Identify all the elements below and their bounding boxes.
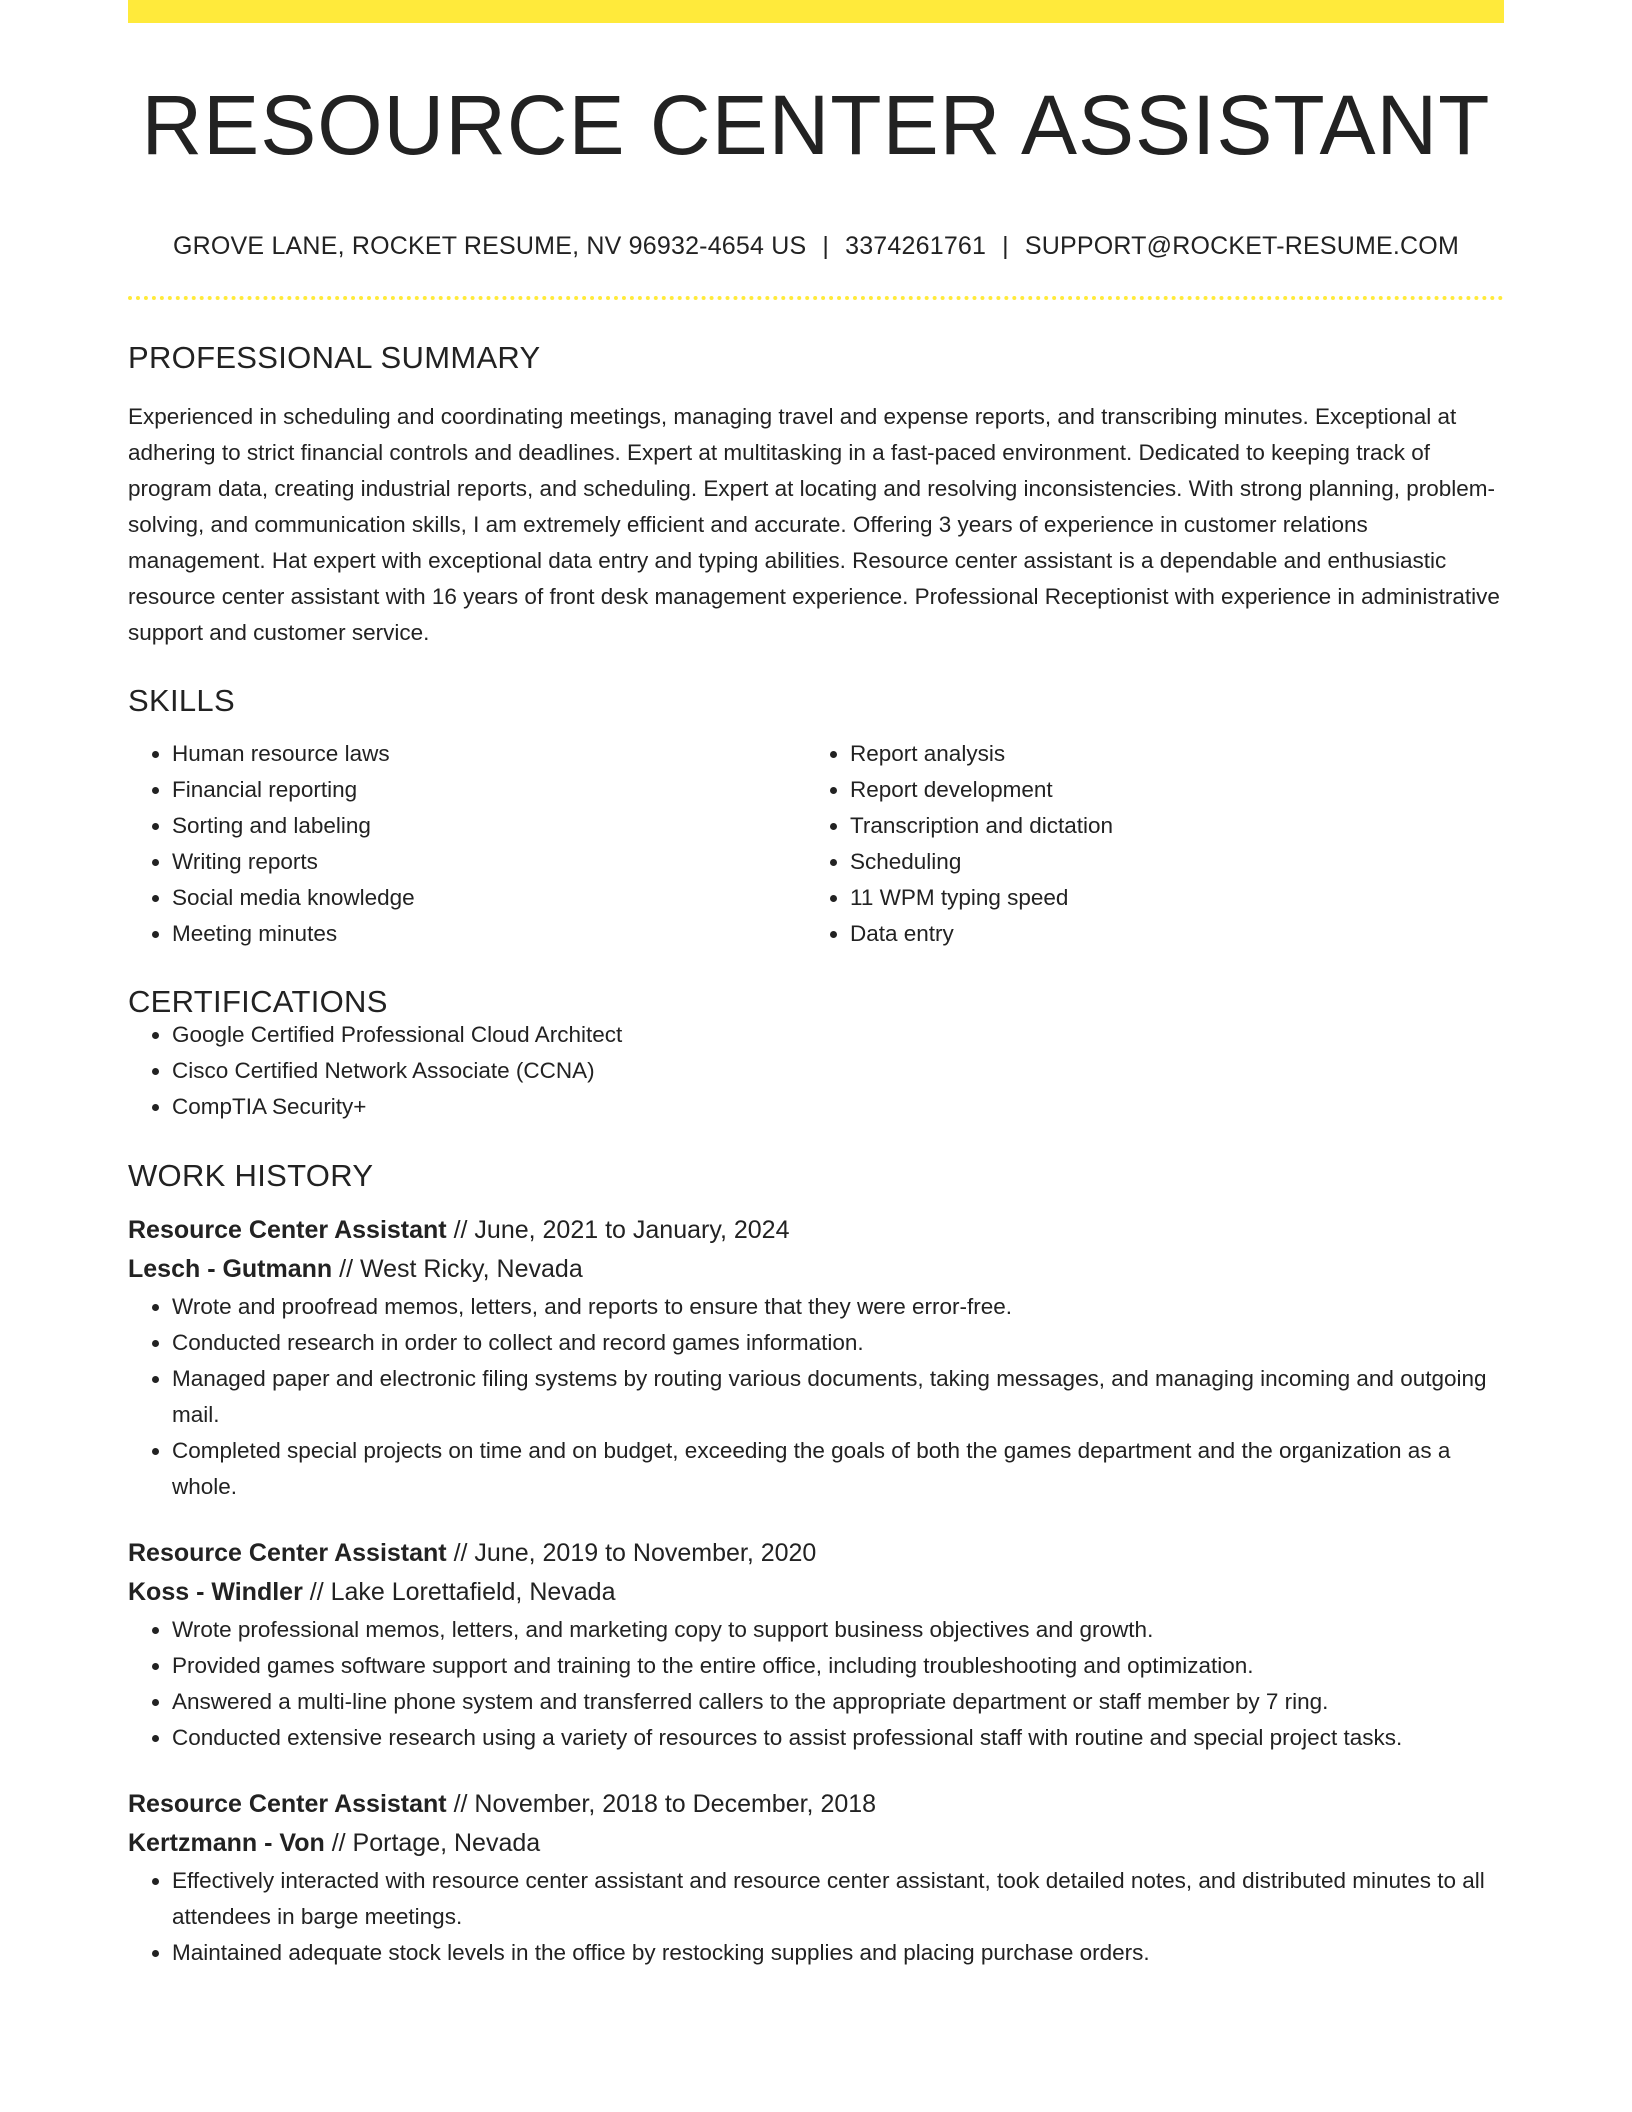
job-role-line — [128, 1534, 1504, 1573]
job-location: // Portage, Nevada — [324, 1829, 541, 1857]
job-bullet: • Provided games software support and training to the entire office, including troubleshooting and optimization. — [172, 1648, 1504, 1684]
skill-item: • Writing reports — [172, 844, 806, 880]
job-dates: // November, 2018 to December, 2018 — [446, 1790, 877, 1818]
skill-item: • Report analysis — [850, 736, 1484, 772]
job-bullet: • Managed paper and electronic filing systems by routing various documents, taking messages, and managing incoming and outgoing mail. — [172, 1361, 1504, 1433]
skill-item: • Meeting minutes — [172, 916, 806, 952]
contact-phone: 3374261761 — [845, 232, 987, 260]
job-role-line — [128, 1785, 1504, 1824]
skill-item: • Report development — [850, 772, 1484, 808]
skill-item: • Financial reporting — [172, 772, 806, 808]
skill-item: • Human resource laws — [172, 736, 806, 772]
job-bullets — [128, 1612, 1504, 1756]
job-bullet: • Effectively interacted with resource center assistant and resource center assistant, took detailed notes, and distributed minutes to all attendees in barge meetings. — [172, 1863, 1504, 1935]
contact-separator: | — [822, 232, 830, 260]
job-bullet: • Completed special projects on time and on budget, exceeding the goals of both the games department and the organization as a whole. — [172, 1433, 1504, 1505]
accent-top-bar — [128, 0, 1504, 23]
job-role: Resource Center Assistant — [128, 1216, 447, 1244]
job-bullet: • Conducted research in order to collect and record games information. — [172, 1325, 1504, 1361]
skills-left-list — [128, 736, 806, 952]
summary-heading: PROFESSIONAL SUMMARY — [128, 340, 541, 375]
work-history-heading: WORK HISTORY — [128, 1158, 374, 1193]
job-bullet: • Maintained adequate stock levels in the office by restocking supplies and placing purchase orders. — [172, 1935, 1504, 1971]
job-bullet: • Wrote and proofread memos, letters, and reports to ensure that they were error-free. — [172, 1289, 1504, 1325]
skills-heading: SKILLS — [128, 683, 235, 718]
job-dates: // June, 2019 to November, 2020 — [446, 1539, 817, 1567]
skill-item: • Social media knowledge — [172, 880, 806, 916]
contact-line — [128, 234, 1504, 259]
skill-item: • Data entry — [850, 916, 1484, 952]
certification-item: • Google Certified Professional Cloud Architect — [172, 1017, 1504, 1053]
certification-item: • CompTIA Security+ — [172, 1089, 1504, 1125]
job-entry — [128, 1211, 1504, 1505]
job-bullets — [128, 1289, 1504, 1505]
job-company-line — [128, 1573, 1504, 1612]
skills-right-list — [806, 736, 1484, 952]
job-company-line — [128, 1824, 1504, 1863]
certification-item: • Cisco Certified Network Associate (CCNA) — [172, 1053, 1504, 1089]
job-role-line — [128, 1211, 1504, 1250]
contact-separator: | — [1002, 232, 1009, 260]
skill-item: • Transcription and dictation — [850, 808, 1484, 844]
skill-item: • Scheduling — [850, 844, 1484, 880]
job-bullet: • Wrote professional memos, letters, and marketing copy to support business objectives and growth. — [172, 1612, 1504, 1648]
job-dates: // June, 2021 to January, 2024 — [446, 1216, 790, 1244]
skills-columns — [128, 736, 1504, 952]
resume-name: RESOURCE CENTER ASSISTANT — [141, 78, 1491, 172]
job-role: Resource Center Assistant — [128, 1790, 447, 1818]
job-company: Kertzmann - Von — [128, 1829, 325, 1857]
certifications-list — [128, 1017, 1504, 1125]
contact-address: GROVE LANE, ROCKET RESUME, NV 96932-4654 US — [173, 232, 807, 260]
job-company: Koss - Windler — [128, 1578, 303, 1606]
skill-item: • 11 WPM typing speed — [850, 880, 1484, 916]
job-role: Resource Center Assistant — [128, 1539, 447, 1567]
job-location: // Lake Lorettafield, Nevada — [302, 1578, 616, 1606]
certifications-heading: CERTIFICATIONS — [128, 984, 388, 1019]
resume-page — [128, 0, 1504, 1971]
skill-item: • Sorting and labeling — [172, 808, 806, 844]
job-bullets — [128, 1863, 1504, 1971]
job-company-line — [128, 1250, 1504, 1289]
job-location: // West Ricky, Nevada — [332, 1255, 583, 1283]
summary-text: Experienced in scheduling and coordinating meetings, managing travel and expense reports, and transcribing minutes. Exceptional at adhering to strict financial controls and deadlines. Expert at multitasking in a fast-paced environment. Dedicated to keeping track of program data, creating industrial reports, and scheduling. Expert at locating and resolving inconsistencies. With strong planning, problem-solving, and communication skills, I am extremely efficient and accurate. Offering 3 years of experience in customer relations management. Hat expert with exceptional data entry and typing abilities. Resource center assistant is a dependable and enthusiastic resource center assistant with 16 years of front desk management experience. Professional Receptionist with experience in administrative support and customer service. — [128, 404, 1500, 645]
dotted-divider — [128, 296, 1504, 300]
contact-email: SUPPORT@ROCKET-RESUME.COM — [1024, 232, 1459, 260]
job-company: Lesch - Gutmann — [128, 1255, 333, 1283]
job-bullet: • Conducted extensive research using a variety of resources to assist professional staff with routine and special project tasks. — [172, 1720, 1504, 1756]
job-entry — [128, 1534, 1504, 1756]
job-entry — [128, 1785, 1504, 1971]
job-bullet: • Answered a multi-line phone system and transferred callers to the appropriate department or staff member by 7 ring. — [172, 1684, 1504, 1720]
